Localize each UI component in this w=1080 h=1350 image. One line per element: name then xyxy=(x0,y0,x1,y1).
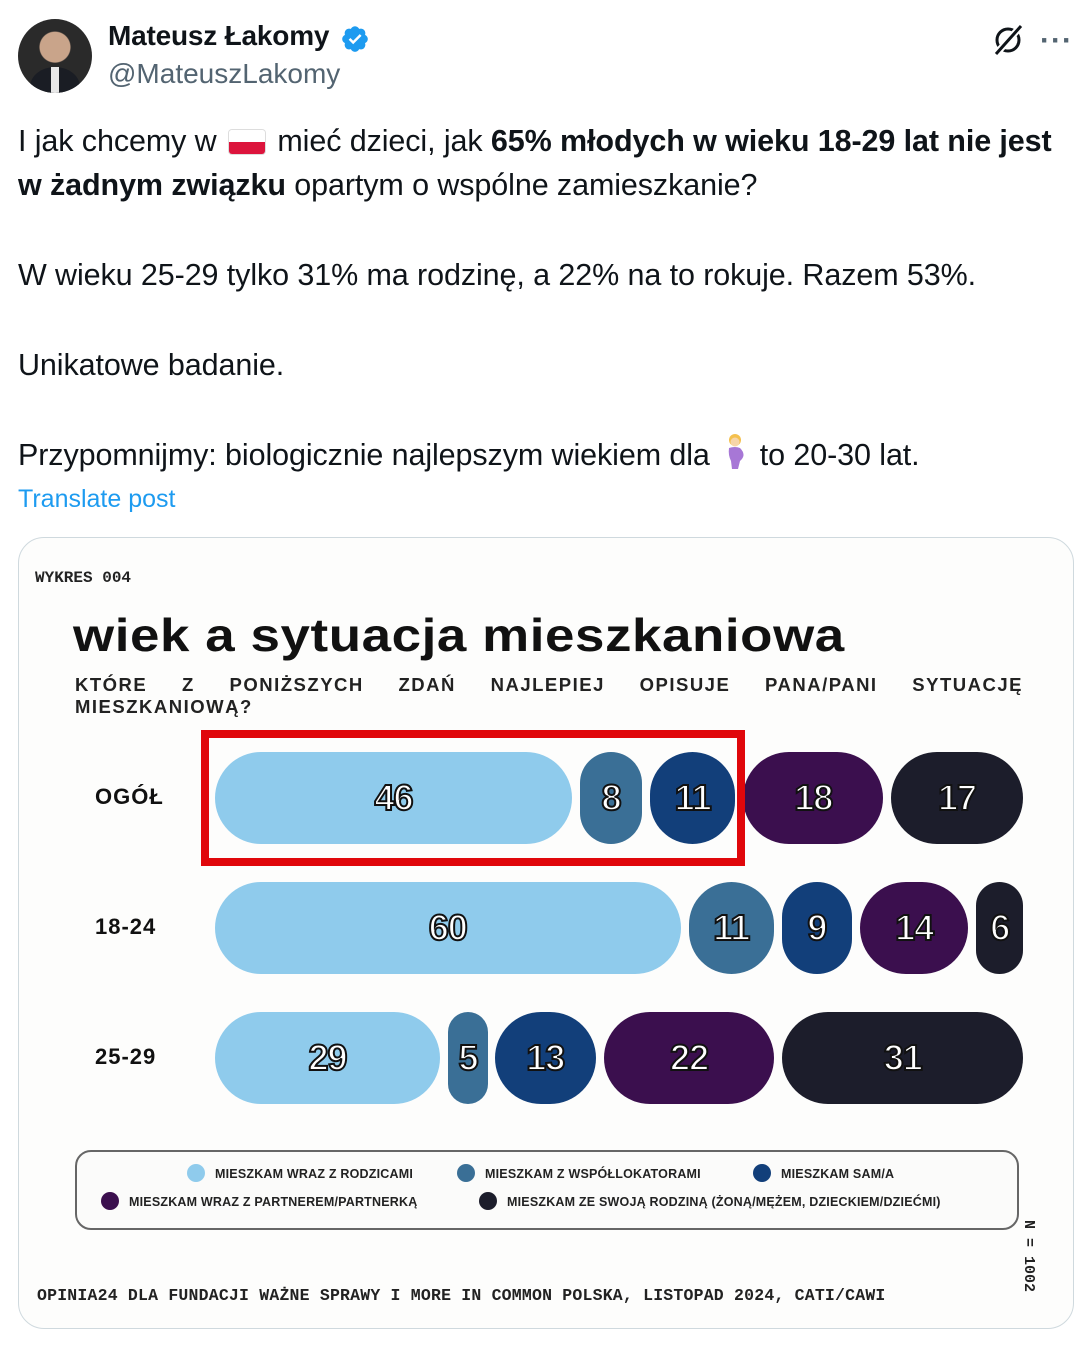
bar-segment: 11 xyxy=(650,752,735,844)
post-paragraph-3: Unikatowe badanie. xyxy=(18,348,285,382)
author-avatar[interactable] xyxy=(18,19,92,93)
legend-label: MIESZKAM WRAZ Z RODZICAMI xyxy=(215,1167,414,1181)
bar-segment: 11 xyxy=(689,882,774,974)
legend-item xyxy=(753,1164,894,1182)
poland-flag-icon xyxy=(229,130,265,154)
bar-segment: 13 xyxy=(495,1012,596,1104)
legend-item xyxy=(457,1164,701,1182)
grok-icon[interactable] xyxy=(990,22,1026,58)
chart-question-line2: MIESZKANIOWĄ? xyxy=(75,696,253,717)
post-text: mieć dzieci, jak xyxy=(277,124,483,158)
legend-label: MIESZKAM Z WSPÓŁLOKATORAMI xyxy=(485,1167,701,1181)
legend-item xyxy=(187,1164,413,1182)
legend-label: MIESZKAM WRAZ Z PARTNEREM/PARTNERKĄ xyxy=(129,1195,418,1209)
legend-dot-icon xyxy=(101,1192,119,1210)
verified-badge-icon xyxy=(340,24,370,54)
more-options-icon[interactable]: ··· xyxy=(1040,24,1073,57)
bar-segment: 60 xyxy=(215,882,681,974)
post-text: Przypomnijmy: biologicznie najlepszym wiekiem dla xyxy=(18,438,710,472)
post-text: opartym o wspólne zamieszkanie? xyxy=(294,168,758,202)
chart-image-card[interactable] xyxy=(18,537,1074,1329)
legend-dot-icon xyxy=(457,1164,475,1182)
legend-item xyxy=(479,1192,941,1210)
post-paragraph-1 xyxy=(18,119,1068,207)
legend-label: MIESZKAM SAM/A xyxy=(781,1167,895,1181)
legend-label: MIESZKAM ZE SWOJĄ RODZINĄ (ŻONĄ/MĘŻEM, DZIECKIEM/DZIEĆMI) xyxy=(507,1195,941,1209)
legend-dot-icon xyxy=(753,1164,771,1182)
bar-segment: 9 xyxy=(782,882,852,974)
chart-sample-size: N = 1002 xyxy=(1020,1220,1037,1293)
highlight-box xyxy=(201,730,745,866)
bar-segment: 17 xyxy=(891,752,1023,844)
bar-segment: 5 xyxy=(448,1012,488,1104)
translate-post-link[interactable]: Translate post xyxy=(18,485,176,513)
chart-label: WYKRES 004 xyxy=(35,569,132,587)
chart-question: KTÓRE Z PONIŻSZYCH ZDAŃ NAJLEPIEJ OPISUJE PANA/PANI SYTUACJĘ xyxy=(75,674,1023,695)
author-name[interactable]: Mateusz Łakomy xyxy=(108,20,330,51)
legend-item xyxy=(101,1192,417,1210)
post-paragraph-2: W wieku 25-29 tylko 31% ma rodzinę, a 22% na to rokuje. Razem 53%. xyxy=(18,258,977,292)
row-label: 18-24 xyxy=(95,914,157,939)
legend-dot-icon xyxy=(187,1164,205,1182)
author-handle[interactable]: @MateuszLakomy xyxy=(108,58,341,89)
chart-legend xyxy=(75,1150,1019,1230)
bar-segment: 31 xyxy=(782,1012,1023,1104)
legend-dot-icon xyxy=(479,1192,497,1210)
bar-segment: 46 xyxy=(215,752,572,844)
post-text: I jak chcemy w xyxy=(18,124,217,158)
chart-title: wiek a sytuacja mieszkaniowa xyxy=(73,609,845,661)
bar-segment: 6 xyxy=(976,882,1023,974)
row-label: OGÓŁ xyxy=(95,784,164,809)
post-paragraph-4 xyxy=(18,433,1068,477)
bar-segment: 14 xyxy=(860,882,969,974)
bar-segment: 18 xyxy=(743,752,883,844)
chart-source: OPINIA24 DLA FUNDACJI WAŻNE SPRAWY I MORE IN COMMON POLSKA, LISTOPAD 2024, CATI/CAWI xyxy=(37,1286,886,1305)
bar-segment: 29 xyxy=(215,1012,440,1104)
bar-segment: 8 xyxy=(580,752,642,844)
post-text-bold: 65% młodych w wieku 18-29 lat nie jest w żadnym związku xyxy=(18,124,1052,202)
row-label: 25-29 xyxy=(95,1044,157,1069)
pregnant-woman-icon xyxy=(720,433,750,471)
bar-segment: 22 xyxy=(604,1012,775,1104)
post-text: to 20-30 lat. xyxy=(759,438,920,472)
